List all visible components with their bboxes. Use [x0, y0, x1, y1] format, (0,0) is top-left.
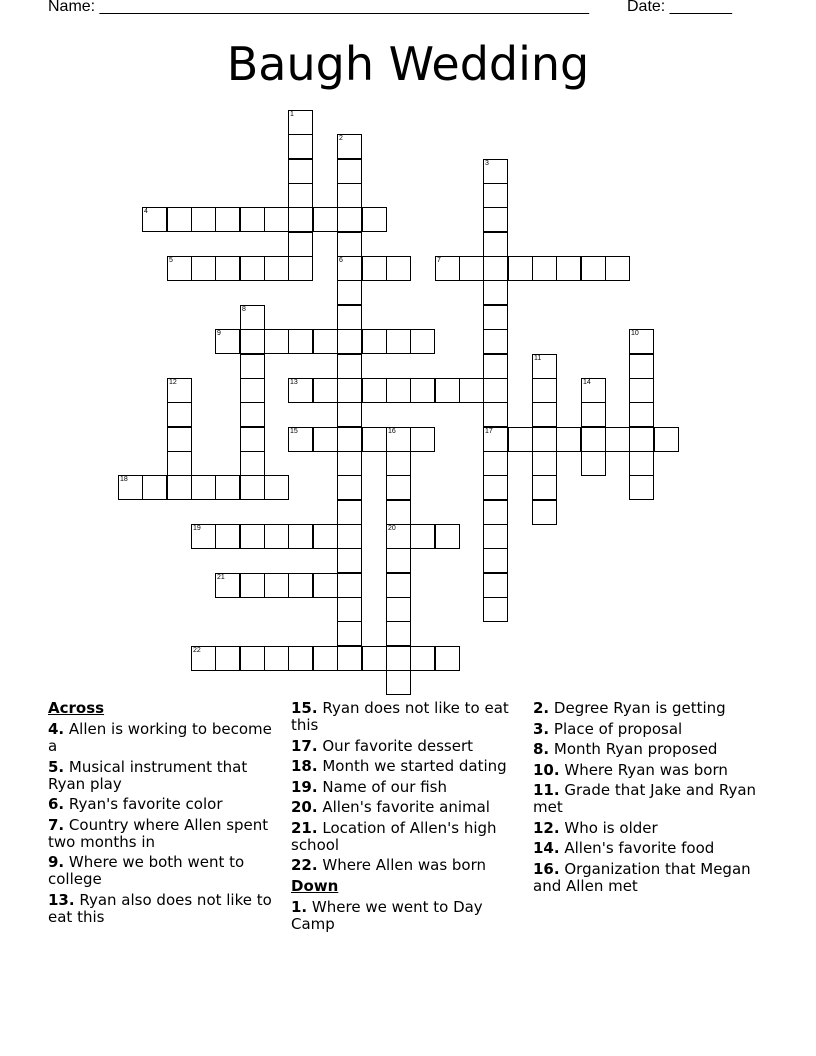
grid-cell[interactable] [313, 524, 338, 549]
grid-cell[interactable] [483, 524, 508, 549]
grid-cell[interactable] [532, 451, 557, 476]
across-clue [48, 892, 280, 926]
grid-cell[interactable] [483, 305, 508, 330]
grid-cell[interactable] [337, 427, 362, 452]
grid-cell[interactable] [215, 524, 240, 549]
clue-number: 4. [48, 720, 65, 738]
grid-cell[interactable] [483, 183, 508, 208]
grid-cell[interactable] [435, 524, 460, 549]
grid-cell[interactable] [386, 475, 411, 500]
grid-cell[interactable] [142, 475, 167, 500]
grid-cell[interactable] [483, 402, 508, 427]
grid-cell[interactable] [337, 597, 362, 622]
grid-cell[interactable] [483, 427, 508, 452]
grid-cell[interactable] [483, 378, 508, 403]
grid-cell[interactable] [532, 402, 557, 427]
grid-cell[interactable] [508, 427, 533, 452]
grid-cell[interactable] [483, 329, 508, 354]
across-clue [48, 759, 280, 793]
grid-cell[interactable] [288, 427, 313, 452]
grid-cell[interactable] [483, 500, 508, 525]
across-clue [291, 779, 523, 796]
grid-cell[interactable] [435, 378, 460, 403]
grid-cell[interactable] [483, 573, 508, 598]
clue-number: 18. [291, 757, 318, 775]
clue-text: Ryan does not like to eat this [291, 699, 509, 734]
grid-cell[interactable] [508, 256, 533, 281]
cell-number: 19 [193, 525, 201, 532]
clue-text: Allen's favorite food [564, 839, 715, 857]
date-blank[interactable]: _______ [669, 0, 732, 15]
clue-text: Location of Allen's high school [291, 818, 497, 854]
grid-cell[interactable] [483, 548, 508, 573]
grid-cell[interactable] [386, 256, 411, 281]
grid-cell[interactable] [288, 329, 313, 354]
grid-cell[interactable] [264, 475, 289, 500]
grid-cell[interactable] [167, 256, 192, 281]
across-clue [291, 700, 523, 734]
across-clue [291, 799, 523, 816]
grid-cell[interactable] [215, 256, 240, 281]
clue-text: Degree Ryan is getting [553, 699, 726, 717]
grid-cell[interactable] [313, 329, 338, 354]
clue-text: Place of proposal [553, 719, 683, 738]
clue-number: 9. [48, 853, 65, 871]
grid-cell[interactable] [240, 256, 265, 281]
clue-number: 21. [291, 818, 318, 837]
clue-text: Month Ryan proposed [553, 740, 718, 758]
grid-cell[interactable] [337, 354, 362, 379]
clue-number: 13. [48, 890, 75, 909]
grid-cell[interactable] [581, 427, 606, 452]
grid-cell[interactable] [288, 183, 313, 208]
grid-cell[interactable] [191, 256, 216, 281]
grid-cell[interactable] [386, 500, 411, 525]
down-clue [533, 700, 765, 717]
grid-cell[interactable] [264, 646, 289, 671]
clue-number: 12. [533, 818, 560, 837]
clue-number: 17. [291, 736, 318, 755]
grid-cell[interactable] [240, 402, 265, 427]
cell-number: 21 [217, 574, 225, 581]
grid-cell[interactable] [483, 232, 508, 257]
grid-cell[interactable] [288, 378, 313, 403]
clue-text: Where we went to Day Camp [291, 897, 483, 933]
grid-cell[interactable] [629, 451, 654, 476]
grid-cell[interactable] [215, 329, 240, 354]
grid-cell[interactable] [483, 256, 508, 281]
clue-text: Ryan also does not like to eat this [48, 890, 272, 926]
grid-cell[interactable] [605, 427, 630, 452]
grid-cell[interactable] [386, 329, 411, 354]
grid-cell[interactable] [337, 500, 362, 525]
clue-number: 16. [533, 859, 560, 878]
grid-cell[interactable] [240, 646, 265, 671]
clue-number: 22. [291, 856, 318, 874]
grid-cell[interactable] [581, 378, 606, 403]
cell-number: 8 [242, 306, 246, 313]
across-heading: Across [48, 699, 105, 717]
grid-cell[interactable] [337, 305, 362, 330]
grid-cell[interactable] [532, 427, 557, 452]
clues-column-1 [48, 700, 280, 929]
grid-cell[interactable] [288, 256, 313, 281]
grid-cell[interactable] [483, 159, 508, 184]
cell-number: 3 [485, 160, 489, 167]
grid-cell[interactable] [386, 451, 411, 476]
grid-cell[interactable] [483, 475, 508, 500]
grid-cell[interactable] [337, 232, 362, 257]
grid-cell[interactable] [483, 597, 508, 622]
grid-cell[interactable] [313, 573, 338, 598]
grid-cell[interactable] [288, 134, 313, 159]
grid-cell[interactable] [629, 475, 654, 500]
grid-cell[interactable] [191, 646, 216, 671]
grid-cell[interactable] [167, 427, 192, 452]
grid-cell[interactable] [629, 378, 654, 403]
clue-text: Country where Allen spent two months in [48, 815, 269, 851]
clue-number: 11. [533, 781, 560, 799]
cell-number: 9 [217, 330, 221, 337]
grid-cell[interactable] [215, 207, 240, 232]
name-blank[interactable]: _______________________________________________________ [99, 0, 589, 15]
grid-cell[interactable] [337, 475, 362, 500]
grid-cell[interactable] [288, 524, 313, 549]
clue-number: 20. [291, 798, 318, 816]
cell-number: 12 [169, 379, 177, 386]
grid-cell[interactable] [167, 207, 192, 232]
grid-cell[interactable] [167, 402, 192, 427]
grid-cell[interactable] [288, 232, 313, 257]
grid-cell[interactable] [386, 670, 411, 695]
grid-cell[interactable] [556, 427, 581, 452]
name-label: Name: _______________________________________________________ [48, 0, 589, 15]
grid-cell[interactable] [240, 427, 265, 452]
grid-cell[interactable] [337, 280, 362, 305]
grid-cell[interactable] [483, 451, 508, 476]
clue-text: Where Allen was born [322, 856, 487, 874]
grid-cell[interactable] [532, 378, 557, 403]
grid-cell[interactable] [337, 451, 362, 476]
down-heading: Down [291, 876, 339, 895]
down-clue [533, 762, 765, 779]
grid-cell[interactable] [362, 207, 387, 232]
grid-cell[interactable] [337, 183, 362, 208]
grid-cell[interactable] [581, 451, 606, 476]
across-clue [48, 817, 280, 851]
down-clue [533, 782, 765, 816]
grid-cell[interactable] [532, 256, 557, 281]
clue-text: Allen's favorite animal [322, 798, 490, 816]
clue-number: 3. [533, 719, 550, 738]
grid-cell[interactable] [410, 329, 435, 354]
grid-cell[interactable] [629, 354, 654, 379]
grid-cell[interactable] [581, 256, 606, 281]
grid-cell[interactable] [483, 280, 508, 305]
grid-cell[interactable] [337, 621, 362, 646]
grid-cell[interactable] [459, 378, 484, 403]
grid-cell[interactable] [240, 207, 265, 232]
grid-cell[interactable] [459, 256, 484, 281]
grid-cell[interactable] [240, 354, 265, 379]
grid-cell[interactable] [386, 573, 411, 598]
grid-cell[interactable] [264, 256, 289, 281]
grid-cell[interactable] [337, 134, 362, 159]
grid-cell[interactable] [191, 207, 216, 232]
grid-cell[interactable] [167, 475, 192, 500]
grid-cell[interactable] [435, 646, 460, 671]
grid-cell[interactable] [288, 207, 313, 232]
grid-cell[interactable] [605, 256, 630, 281]
grid-cell[interactable] [264, 207, 289, 232]
clue-text: Where Ryan was born [564, 760, 728, 779]
grid-cell[interactable] [410, 646, 435, 671]
cell-number: 13 [290, 379, 298, 386]
grid-cell[interactable] [288, 110, 313, 135]
grid-cell[interactable] [167, 378, 192, 403]
clue-text: Month we started dating [322, 757, 507, 775]
cell-number: 15 [290, 428, 298, 435]
cell-number: 20 [388, 525, 396, 532]
clue-number: 1. [291, 897, 308, 916]
grid-cell[interactable] [362, 427, 387, 452]
clue-text: Who is older [564, 818, 658, 837]
grid-cell[interactable] [337, 573, 362, 598]
grid-cell[interactable] [337, 256, 362, 281]
clue-text: Ryan's favorite color [68, 795, 223, 813]
grid-cell[interactable] [386, 646, 411, 671]
grid-cell[interactable] [556, 256, 581, 281]
across-clue [48, 721, 280, 755]
grid-cell[interactable] [386, 378, 411, 403]
clue-number: 6. [48, 795, 65, 813]
cell-number: 6 [339, 257, 343, 264]
grid-cell[interactable] [483, 207, 508, 232]
clue-number: 19. [291, 777, 318, 796]
cell-number: 22 [193, 647, 201, 654]
across-clue [48, 854, 280, 888]
grid-cell[interactable] [264, 329, 289, 354]
down-clue [291, 899, 523, 933]
grid-cell[interactable] [581, 402, 606, 427]
grid-cell[interactable] [337, 402, 362, 427]
down-clue [533, 861, 765, 895]
grid-cell[interactable] [240, 475, 265, 500]
grid-cell[interactable] [191, 475, 216, 500]
cell-number: 11 [534, 355, 542, 362]
cell-number: 4 [144, 208, 148, 215]
grid-cell[interactable] [629, 402, 654, 427]
grid-cell[interactable] [629, 427, 654, 452]
grid-cell[interactable] [337, 329, 362, 354]
clues-column-3 [533, 700, 765, 898]
down-clue [533, 721, 765, 738]
grid-cell[interactable] [215, 573, 240, 598]
cell-number: 1 [290, 111, 294, 118]
grid-cell[interactable] [337, 524, 362, 549]
across-clue [291, 758, 523, 775]
clue-number: 5. [48, 757, 65, 776]
cell-number: 17 [485, 428, 493, 435]
cell-number: 16 [388, 428, 396, 435]
cell-number: 10 [631, 330, 639, 337]
grid-cell[interactable] [313, 427, 338, 452]
clue-text: Name of our fish [322, 777, 447, 796]
grid-cell[interactable] [240, 378, 265, 403]
grid-cell[interactable] [288, 646, 313, 671]
grid-cell[interactable] [410, 427, 435, 452]
clue-number: 15. [291, 699, 318, 717]
across-clue [291, 738, 523, 755]
grid-cell[interactable] [142, 207, 167, 232]
grid-cell[interactable] [215, 646, 240, 671]
grid-cell[interactable] [362, 256, 387, 281]
grid-cell[interactable] [337, 548, 362, 573]
clue-text: Musical instrument that Ryan play [48, 757, 248, 793]
down-clue [533, 840, 765, 857]
cell-number: 2 [339, 135, 343, 142]
grid-cell[interactable] [313, 207, 338, 232]
grid-cell[interactable] [386, 524, 411, 549]
clue-number: 8. [533, 740, 550, 758]
grid-cell[interactable] [337, 159, 362, 184]
grid-cell[interactable] [240, 329, 265, 354]
grid-cell[interactable] [240, 524, 265, 549]
grid-cell[interactable] [386, 597, 411, 622]
cell-number: 14 [583, 379, 591, 386]
grid-cell[interactable] [435, 256, 460, 281]
grid-cell[interactable] [532, 500, 557, 525]
grid-cell[interactable] [532, 354, 557, 379]
grid-cell[interactable] [337, 646, 362, 671]
grid-cell[interactable] [264, 524, 289, 549]
grid-cell[interactable] [483, 354, 508, 379]
clue-text: Grade that Jake and Ryan met [533, 781, 757, 816]
clue-text: Where we both went to college [48, 853, 245, 888]
across-clue [291, 857, 523, 874]
grid-cell[interactable] [654, 427, 679, 452]
grid-cell[interactable] [410, 378, 435, 403]
grid-cell[interactable] [337, 207, 362, 232]
across-clue [291, 820, 523, 854]
grid-cell[interactable] [288, 159, 313, 184]
down-clue [533, 741, 765, 758]
across-clue [48, 796, 280, 813]
clue-number: 14. [533, 839, 560, 857]
clue-number: 7. [48, 815, 65, 834]
grid-cell[interactable] [386, 548, 411, 573]
clues-column-2 [291, 700, 523, 936]
grid-cell[interactable] [629, 329, 654, 354]
cell-number: 5 [169, 257, 173, 264]
grid-cell[interactable] [313, 646, 338, 671]
grid-cell[interactable] [386, 621, 411, 646]
grid-cell[interactable] [362, 646, 387, 671]
grid-cell[interactable] [288, 573, 313, 598]
down-clue [533, 820, 765, 837]
clue-number: 2. [533, 699, 550, 717]
grid-cell[interactable] [215, 475, 240, 500]
grid-cell[interactable] [386, 427, 411, 452]
grid-cell[interactable] [337, 378, 362, 403]
grid-cell[interactable] [167, 451, 192, 476]
grid-cell[interactable] [240, 573, 265, 598]
clue-text: Our favorite dessert [322, 736, 474, 755]
grid-cell[interactable] [264, 573, 289, 598]
cell-number: 7 [437, 257, 441, 264]
grid-cell[interactable] [240, 305, 265, 330]
clue-number: 10. [533, 760, 560, 779]
grid-cell[interactable] [410, 524, 435, 549]
page-title: Baugh Wedding [226, 37, 590, 91]
grid-cell[interactable] [313, 378, 338, 403]
grid-cell[interactable] [191, 524, 216, 549]
grid-cell[interactable] [362, 329, 387, 354]
grid-cell[interactable] [362, 378, 387, 403]
grid-cell[interactable] [240, 451, 265, 476]
clue-text: Organization that Megan and Allen met [533, 859, 751, 895]
grid-cell[interactable] [118, 475, 143, 500]
clue-text: Allen is working to become a [48, 720, 272, 755]
cell-number: 18 [120, 476, 128, 483]
grid-cell[interactable] [532, 475, 557, 500]
date-label: Date: _______ [627, 0, 732, 15]
